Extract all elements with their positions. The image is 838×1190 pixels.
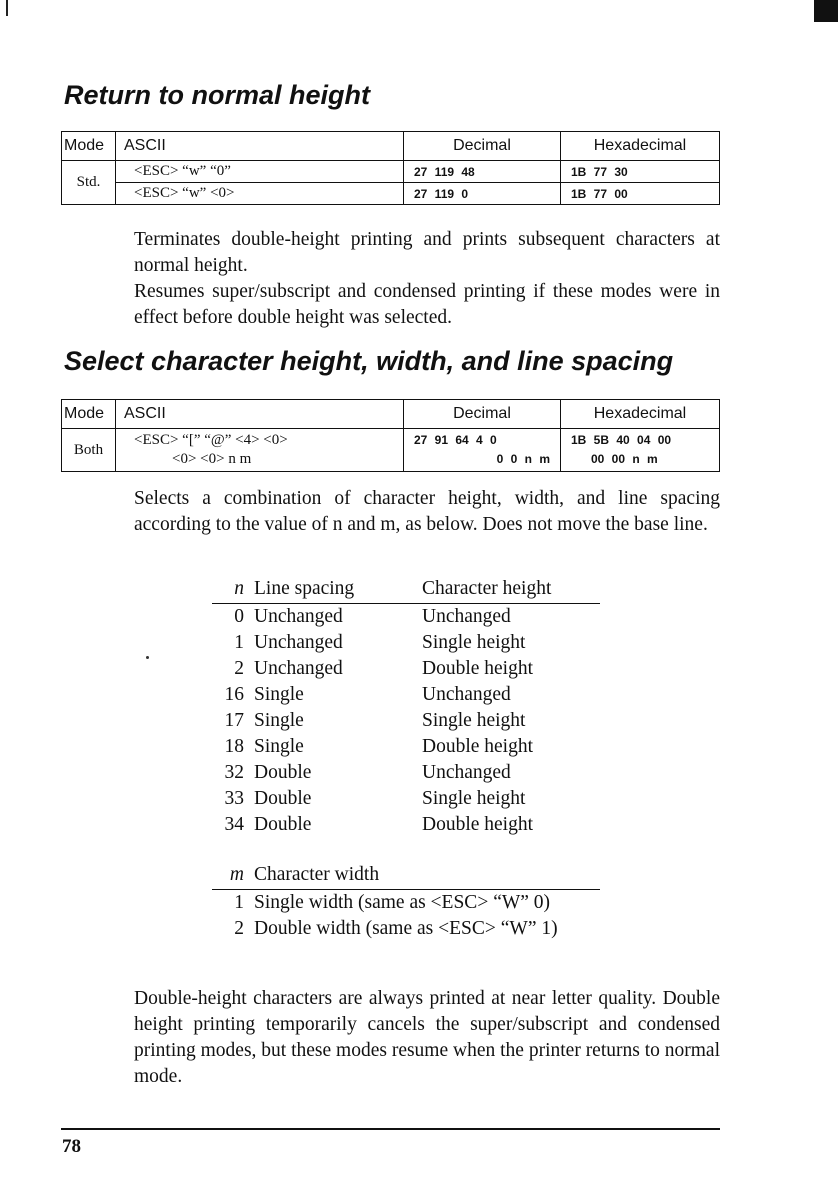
n-value: 17 <box>224 710 244 731</box>
n-value-table <box>212 576 600 838</box>
mode-cell: Std. <box>62 161 116 205</box>
description-paragraph: Selects a combination of character height, width, and line spacing according to the value of n and m, as below. Does not move the base line. <box>134 488 720 535</box>
header-ascii: ASCII <box>116 132 404 161</box>
table-row <box>212 812 600 838</box>
line-spacing-value: Unchanged <box>254 606 343 627</box>
line-spacing-value: Unchanged <box>254 632 343 653</box>
corner-crop-mark <box>814 0 838 22</box>
description-paragraph: Terminates double-height printing and prints subsequent characters at normal height. <box>134 229 720 276</box>
header-hex: Hexadecimal <box>561 400 720 429</box>
m-value: 1 <box>234 892 244 913</box>
table-row <box>212 890 600 917</box>
table-row <box>212 630 600 656</box>
n-value: 18 <box>224 736 244 757</box>
header-decimal: Decimal <box>404 132 561 161</box>
character-height-value: Unchanged <box>422 684 511 705</box>
section-heading-select-height-width-spacing: Select character height, width, and line spacing <box>64 346 674 376</box>
n-value: 1 <box>234 632 244 653</box>
character-height-value: Unchanged <box>422 762 511 783</box>
character-height-value: Double height <box>422 814 534 835</box>
m-value-table <box>212 862 600 942</box>
table-row <box>212 734 600 760</box>
ascii-cell: <ESC> “w” “0” <box>116 161 404 183</box>
line-spacing-value: Double <box>254 762 312 783</box>
character-height-value: Single height <box>422 710 526 731</box>
header-line-spacing: Line spacing <box>254 576 422 604</box>
ascii-line-2: <0> <0> n m <box>172 451 252 467</box>
character-height-value: Double height <box>422 736 534 757</box>
header-ascii: ASCII <box>116 400 404 429</box>
note-paragraph: Resumes super/subscript and condensed printing if these modes were in effect before double height was selected. <box>134 281 720 328</box>
character-width-value: Single width (same as <ESC> “W” 0) <box>254 892 551 913</box>
hex-cell: 1B 77 00 <box>561 183 720 205</box>
character-height-value: Single height <box>422 788 526 809</box>
footer-rule <box>61 1128 720 1130</box>
line-spacing-value: Unchanged <box>254 658 343 679</box>
table-row <box>212 916 600 942</box>
header-character-width: Character width <box>254 862 600 890</box>
footnote-paragraph: Double-height characters are always printed at near letter quality. Double height printing temporarily cancels the super/subscript and condensed printing modes, but these modes resume when the printer returns to normal mode. <box>134 988 720 1087</box>
table-row <box>212 604 600 631</box>
table-row <box>212 786 600 812</box>
decimal-line-2: 0 0 n m <box>496 452 550 466</box>
character-height-value: Double height <box>422 658 534 679</box>
ascii-cell: <ESC> “w” <0> <box>116 183 404 205</box>
section-heading-return-normal-height: Return to normal height <box>64 80 370 110</box>
header-mode: Mode <box>62 400 116 429</box>
hex-line-2: 00 00 n m <box>591 452 658 466</box>
decimal-line-1: 27 91 64 4 0 <box>414 433 497 447</box>
table-row <box>212 682 600 708</box>
ascii-cell <box>116 429 404 472</box>
line-spacing-value: Single <box>254 684 304 705</box>
n-value: 33 <box>224 788 244 809</box>
n-value: 16 <box>224 684 244 705</box>
line-spacing-value: Single <box>254 736 304 757</box>
table-row <box>212 656 600 682</box>
n-value: 2 <box>234 658 244 679</box>
character-height-value: Unchanged <box>422 606 511 627</box>
table-row <box>212 760 600 786</box>
line-spacing-value: Double <box>254 814 312 835</box>
ascii-line-1: <ESC> “[” “@” <4> <0> <box>134 432 288 448</box>
character-height-value: Single height <box>422 632 526 653</box>
header-hex: Hexadecimal <box>561 132 720 161</box>
decimal-cell <box>404 429 561 472</box>
hex-cell <box>561 429 720 472</box>
header-decimal: Decimal <box>404 400 561 429</box>
command-table-return-normal-height <box>61 131 720 205</box>
character-width-value: Double width (same as <ESC> “W” 1) <box>254 918 558 939</box>
header-m: m <box>212 862 254 890</box>
header-mode: Mode <box>62 132 116 161</box>
header-n: n <box>212 576 254 604</box>
n-value: 32 <box>224 762 244 783</box>
line-spacing-value: Single <box>254 710 304 731</box>
stray-dot <box>146 656 149 659</box>
left-margin-mark <box>6 0 8 16</box>
m-value: 2 <box>234 918 244 939</box>
n-value: 0 <box>234 606 244 627</box>
hex-line-1: 1B 5B 40 04 00 <box>571 433 672 447</box>
decimal-cell: 27 119 0 <box>404 183 561 205</box>
decimal-cell: 27 119 48 <box>404 161 561 183</box>
line-spacing-value: Double <box>254 788 312 809</box>
n-value: 34 <box>224 814 244 835</box>
hex-cell: 1B 77 30 <box>561 161 720 183</box>
command-table-select-height-width-spacing <box>61 399 720 472</box>
table-row <box>212 708 600 734</box>
header-character-height: Character height <box>422 576 600 604</box>
mode-cell: Both <box>62 429 116 472</box>
page-number: 78 <box>62 1136 81 1157</box>
